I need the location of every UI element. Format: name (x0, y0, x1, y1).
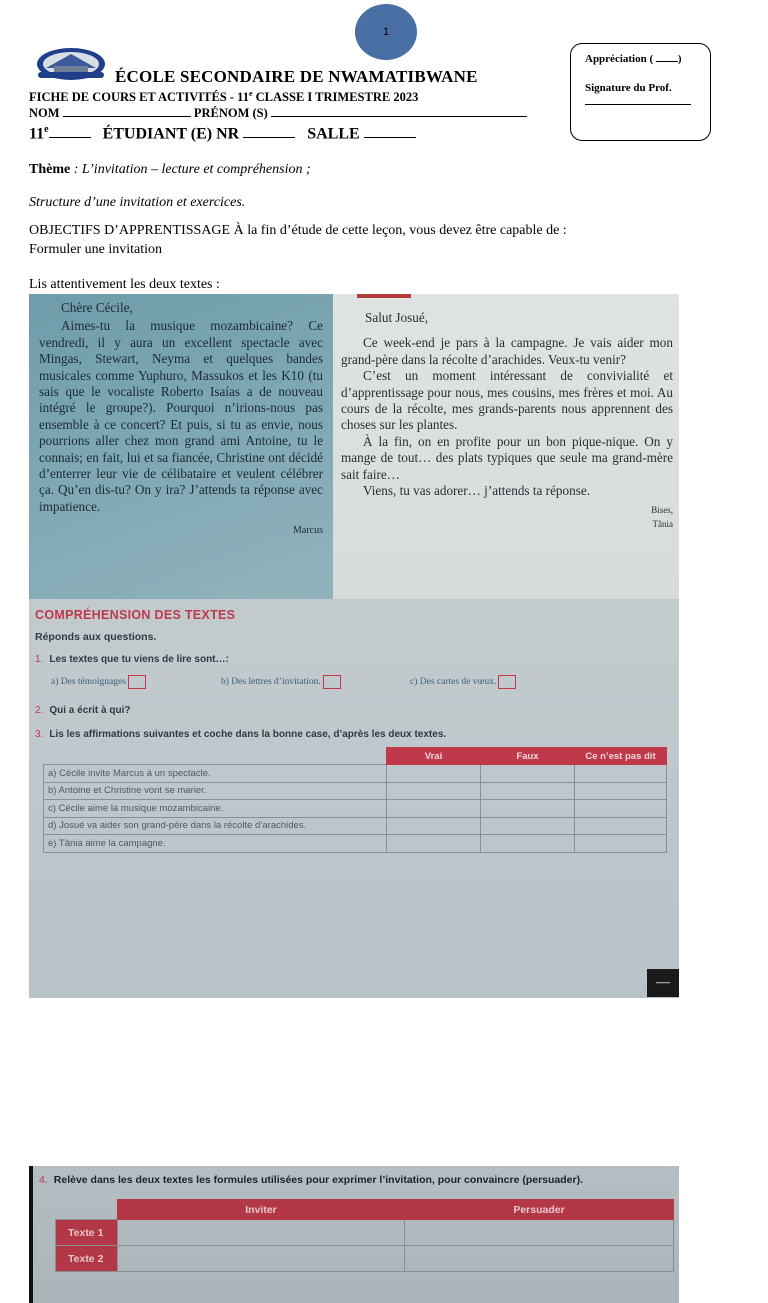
checkbox-cell[interactable] (575, 765, 667, 783)
letter-josue: Salut Josué, Ce week-end je pars à la campagne. Je vais aider mon grand-père dans la récolte d’arachides. Veux-tu venir? C’est un moment intéressant de convivialité et d’apprentissage pour nous, mes cousins, mes frères et moi. Au cours de la récolte, mes grands-parents nous apprennent des choses sur les plantes. À la fin, on en profite pour un bon pique-nique. On y mange de tout… des plats typiques que seule ma grand-mère sait faire… Viens, tu vas adorer… j’attends ta réponse. Bises, Tânia (333, 294, 679, 599)
question-4: 4. Relève dans les deux textes les formules utilisées pour exprimer l’invitation, pour convaincre (persuader). (39, 1174, 584, 1186)
comprehension-title: COMPRÉHENSION DES TEXTES (35, 608, 236, 622)
nom-field[interactable] (63, 106, 191, 117)
checkbox-cell[interactable] (575, 782, 667, 800)
comprehension-section (29, 599, 679, 1265)
objectives-item: Formuler une invitation (29, 242, 162, 257)
option-a[interactable]: a) Des témoignages (51, 675, 146, 689)
table-row: Texte 2 (56, 1246, 674, 1272)
checkbox-cell[interactable] (387, 817, 481, 835)
table-row: e) Tânia aime la campagne. (44, 835, 667, 853)
signature-label: Signature du Prof. (585, 82, 672, 94)
header-persuader: Persuader (405, 1200, 674, 1220)
header-pas-dit: Ce n’est pas dit (575, 748, 667, 765)
salle-field[interactable] (364, 127, 416, 138)
signature-line[interactable] (585, 104, 691, 105)
checkbox-cell[interactable] (481, 782, 575, 800)
true-false-table (43, 747, 667, 853)
header-inviter: Inviter (118, 1200, 405, 1220)
question-4-section (29, 1166, 679, 1303)
minimize-icon[interactable]: — (647, 969, 679, 997)
checkbox-cell[interactable] (575, 817, 667, 835)
table-row: d) Josué va aider son grand-père dans la récolte d’arachides. (44, 817, 667, 835)
option-c[interactable]: c) Des cartes de vœux. (410, 675, 516, 689)
option-b[interactable]: b) Des lettres d’invitation. (221, 675, 341, 689)
header-faux: Faux (481, 748, 575, 765)
checkbox-cell[interactable] (575, 800, 667, 818)
appreciation-label: Appréciation ( ) (585, 53, 682, 65)
header-vrai: Vrai (387, 748, 481, 765)
answer-cell[interactable] (118, 1220, 405, 1246)
instruction-text: Lis attentivement les deux textes : (29, 277, 220, 292)
answer-cell[interactable] (118, 1246, 405, 1272)
table-row: Texte 1 (56, 1220, 674, 1246)
checkbox-cell[interactable] (481, 817, 575, 835)
page-number-badge: 1 (355, 4, 417, 60)
school-logo (36, 46, 106, 82)
comprehension-subtitle: Réponds aux questions. (35, 631, 157, 643)
checkbox-cell[interactable] (481, 835, 575, 853)
checkbox-cell[interactable] (575, 835, 667, 853)
objectives-text: OBJECTIFS D’APPRENTISSAGE À la fin d’étude de cette leçon, vous devez être capable de : (29, 223, 567, 238)
etudiant-field[interactable] (243, 127, 295, 138)
grade-box (570, 43, 711, 141)
nom-label: NOM (29, 106, 60, 120)
answer-cell[interactable] (405, 1246, 674, 1272)
etudiant-label: ÉTUDIANT (E) NR (102, 125, 240, 143)
invite-persuade-table (55, 1199, 674, 1272)
salle-label: SALLE (307, 125, 360, 143)
checkbox-cell[interactable] (481, 765, 575, 783)
checkbox-cell[interactable] (387, 782, 481, 800)
answer-cell[interactable] (405, 1220, 674, 1246)
checkbox-cell[interactable] (387, 800, 481, 818)
question-2: 2. Qui a écrit à qui? (35, 705, 131, 716)
name-fields (29, 106, 527, 121)
prenom-field[interactable] (271, 106, 527, 117)
question-1: 1. Les textes que tu viens de lire sont…: (35, 654, 229, 665)
school-name: ÉCOLE SECONDAIRE DE NWAMATIBWANE (115, 67, 478, 86)
question-3: 3. Lis les affirmations suivantes et coche dans la bonne case, d’après les deux textes. (35, 729, 447, 740)
table-row: a) Cécile invite Marcus à un spectacle. (44, 765, 667, 783)
textbook-photo (29, 294, 679, 1265)
table-row: c) Cécile aime la musique mozambicaine. (44, 800, 667, 818)
class-field[interactable] (49, 127, 91, 138)
table-row: b) Antoine et Christine vont se marier. (44, 782, 667, 800)
checkbox-cell[interactable] (387, 835, 481, 853)
theme: Thème : L’invitation – lecture et compréhension ; (29, 162, 311, 177)
sheet-title: FICHE DE COURS ET ACTIVITÉS - 11e CLASSE I TRIMESTRE 2023 (29, 89, 419, 105)
prenom-label: PRÉNOM (S) (193, 106, 268, 120)
checkbox-cell[interactable] (387, 765, 481, 783)
checkbox-cell[interactable] (481, 800, 575, 818)
letter-cecile: Chère Cécile, Aimes-tu la musique mozambicaine? Ce vendredi, il y aura un excellent spectacle avec Mingas, Stewart, Neyma et quelques bandes musicales comme Yuphuro, Massukos et les K10 (tu sais que le vocaliste Roberto Isaías a de nouveau intégré le groupe?). Pourquoi n’irions-nous pas ensemble à ce concert? Et puis, si tu as envie, nous pourrions aller chez mon grand ami Antoine, tu le connais; en fait, lui et sa fiancée, Christine ont décidé d’enterrer leur vie de célibataire et veulent célébrer ça. Qu’en dis-tu? On y ira? J’attends ta réponse avec impatience. Marcus (29, 294, 333, 599)
structure-text: Structure d’une invitation et exercices. (29, 195, 246, 210)
class-fields: 11e ÉTUDIANT (E) NR SALLE (29, 124, 416, 143)
